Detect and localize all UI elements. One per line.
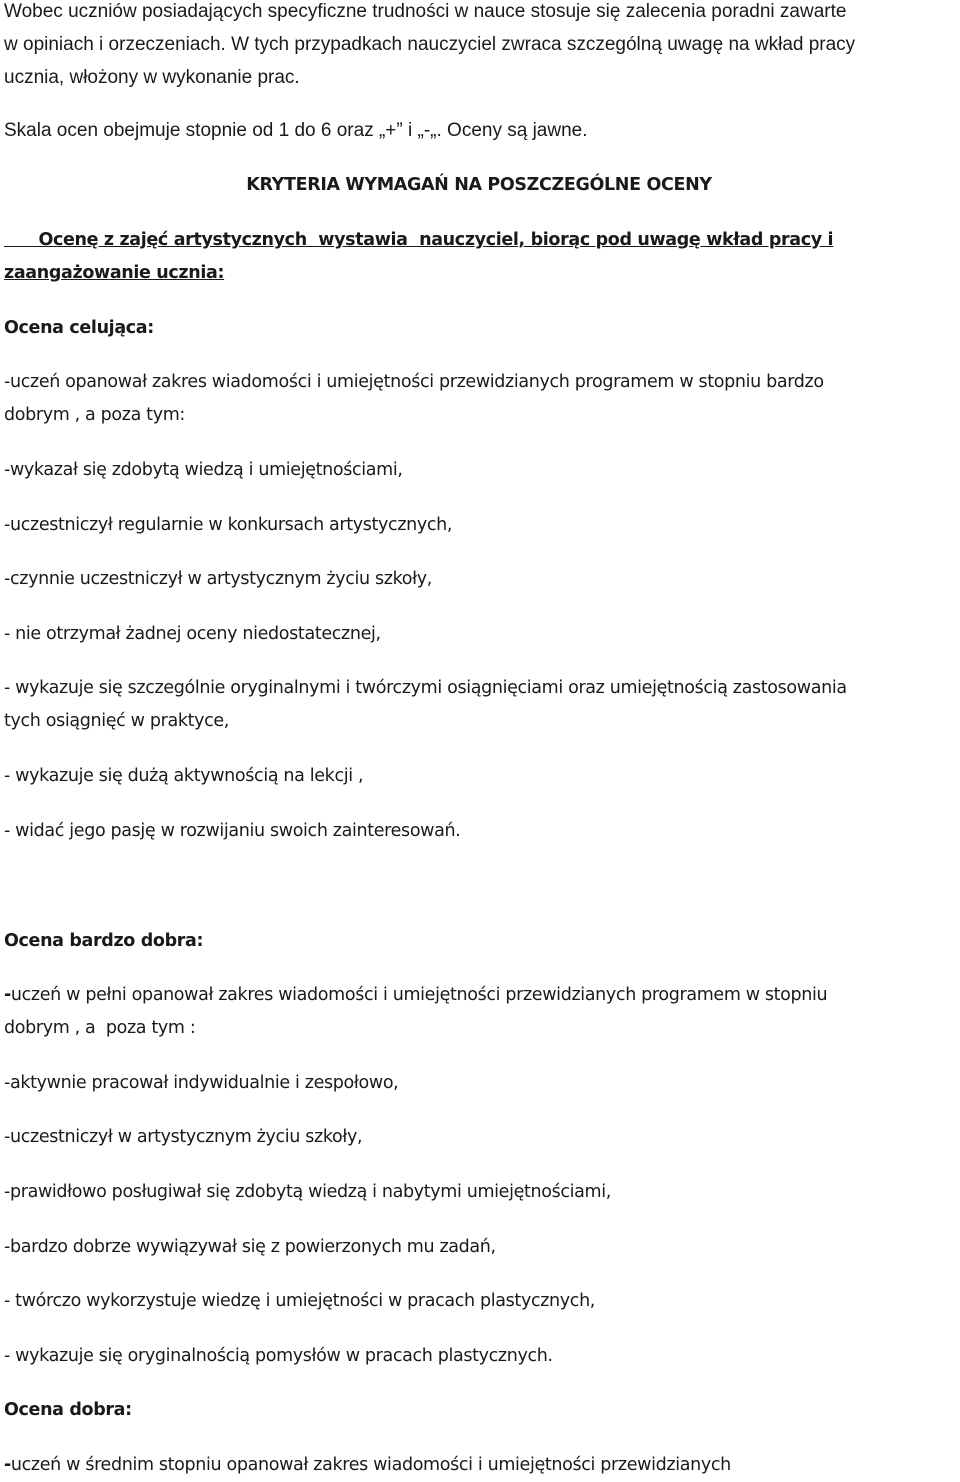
bardzo-dobra-item: -bardzo dobrze wywiązywał się z powierzonych mu zadań, [4,1237,496,1257]
celujaca-item: - nie otrzymał żadnej oceny niedostatecznej, [4,624,381,644]
bardzo-dobra-item: -prawidłowo posługiwał się zdobytą wiedzą i nabytymi umiejętnościami, [4,1182,611,1202]
dobra-first-text: uczeń w średnim stopniu opanował zakres wiadomości i umiejętności przewidzianych [10,1455,731,1475]
intro-line-2: w opiniach i orzeczeniach. W tych przypadkach nauczyciel zwraca szczególną uwagę na wkład pracy [4,34,856,55]
bardzo-dobra-item: dobrym , a poza tym : [4,1018,196,1038]
intro-line-3: ucznia, włożony w wykonanie prac. [4,67,300,88]
celujaca-item: - wykazuje się dużą aktywnością na lekcji , [4,766,364,786]
bardzo-dobra-item: - wykazuje się oryginalnością pomysłów w pracach plastycznych. [4,1346,553,1366]
grade-bardzo-dobra-title: Ocena bardzo dobra: [4,931,204,951]
section-heading: KRYTERIA WYMAGAŃ NA POSZCZEGÓLNE OCENY [246,175,712,195]
bardzo-dobra-first-text: uczeń w pełni opanował zakres wiadomości i umiejętności przewidzianych programem w stopniu [10,985,828,1005]
lead-line-1: Ocenę z zajęć artystycznych wystawia nauczyciel, biorąc pod uwagę wkład pracy i [4,230,834,250]
grade-dobra-title: Ocena dobra: [4,1400,132,1420]
bardzo-dobra-item: -uczestniczył w artystycznym życiu szkoły, [4,1127,363,1147]
celujaca-item: - wykazuje się szczególnie oryginalnymi i twórczymi osiągnięciami oraz umiejętnością zastosowania [4,678,847,698]
bullet-dash: - [4,1455,11,1475]
lead-line-2: zaangażowanie ucznia: [4,263,225,283]
celujaca-item: - widać jego pasję w rozwijaniu swoich zainteresowań. [4,821,461,841]
grading-scale-text: Skala ocen obejmuje stopnie od 1 do 6 oraz „+” i „-„. Oceny są jawne. [4,120,588,141]
bullet-dash: - [4,985,11,1005]
bardzo-dobra-item: - twórczo wykorzystuje wiedzę i umiejętności w pracach plastycznych, [4,1291,596,1311]
dobra-item [4,1449,954,1482]
bardzo-dobra-item [4,979,954,1012]
celujaca-item: -uczestniczył regularnie w konkursach artystycznych, [4,515,453,535]
celujaca-item: dobrym , a poza tym: [4,405,185,425]
celujaca-item: -wykazał się zdobytą wiedzą i umiejętnościami, [4,460,403,480]
celujaca-item: -uczeń opanował zakres wiadomości i umiejętności przewidzianych programem w stopniu bardzo [4,372,824,392]
bardzo-dobra-item: -aktywnie pracował indywidualnie i zespołowo, [4,1073,399,1093]
intro-line-1: Wobec uczniów posiadających specyficzne trudności w nauce stosuje się zalecenia poradni zawarte [4,1,847,22]
celujaca-item: -czynnie uczestniczył w artystycznym życiu szkoły, [4,569,432,589]
grade-celujaca-title: Ocena celująca: [4,318,154,338]
celujaca-item: tych osiągnięć w praktyce, [4,711,230,731]
